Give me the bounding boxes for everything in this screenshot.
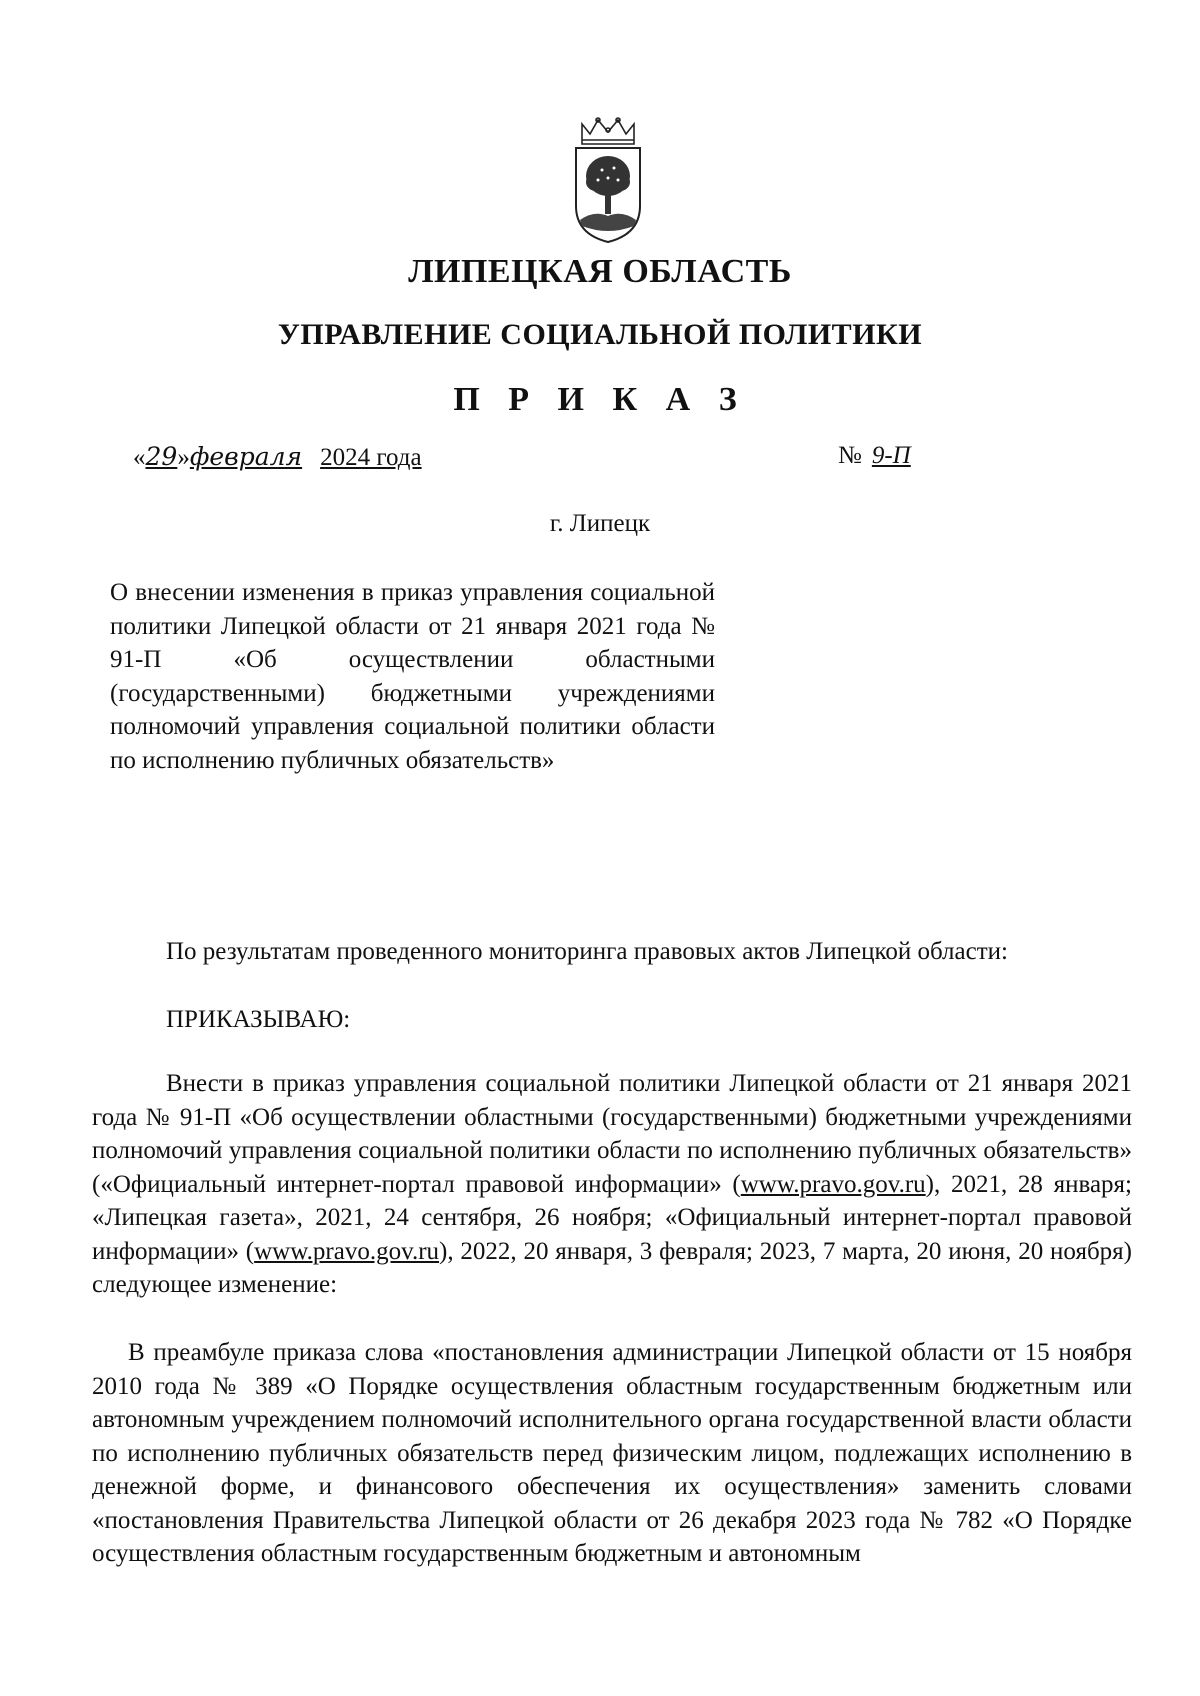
document-type-title: П Р И К А З	[453, 381, 747, 418]
document-number: 9-П	[871, 442, 911, 469]
paragraph-amendment-part1: Внести в приказ управления социальной политики Липецкой области от 21 января 2021 года № 91-П «Об осуществлении областными (государственными) бюджетными учреждениями полномочий управления социальной политики области по исполнению публичных обязательств» («Официальный интернет-портал правовой информации» (	[92, 1070, 1132, 1198]
coat-of-arms-emblem	[568, 116, 648, 246]
order-subject: О внесении изменения в приказ управления социальной политики Липецкой области от 21 января 2021 года № 91-П «Об осуществлении областными (государственными) бюджетными учреждениями полномочий управления социальной политики области по исполнению публичных обязательств»	[110, 579, 715, 774]
paragraph-amendment	[92, 1067, 1132, 1302]
order-word: ПРИКАЗЫВАЮ:	[166, 1006, 351, 1033]
date-day: 29	[145, 442, 178, 471]
document-number-line	[838, 442, 962, 470]
pravo-link-2[interactable]: www.pravo.gov.ru	[254, 1237, 440, 1265]
paragraph-preamble: В преамбуле приказа слова «постановления администрации Липецкой области от 15 ноября 2010 года № 389 «О Порядке осуществления областным государственным бюджетным или автономным учреждением полномочий исполнительного органа государственной власти области по исполнению публичных обязательств перед физическим лицом, подлежащих исполнению в денежной форме, и финансового обеспечения их осуществления» заменить словами «постановления Правительства Липецкой области от 26 декабря 2023 года № 782 «О Порядке осуществления областным государственным бюджетным и автономным	[92, 1339, 1132, 1567]
date-line	[133, 442, 422, 472]
region-title: ЛИПЕЦКАЯ ОБЛАСТЬ	[408, 253, 792, 290]
paragraph-amendment-part3: ), 2022, 20 января, 3 февраля; 2023, 7 марта, 20 июня, 20 ноября) следующее изменение:	[92, 1237, 1132, 1298]
pravo-link-1[interactable]: www.pravo.gov.ru	[740, 1170, 926, 1198]
intro-paragraph: По результатам проведенного мониторинга правовых актов Липецкой области:	[166, 938, 1008, 965]
date-close-quote: »	[177, 444, 190, 471]
department-title: УПРАВЛЕНИЕ СОЦИАЛЬНОЙ ПОЛИТИКИ	[277, 318, 923, 351]
number-label: №	[838, 442, 862, 469]
city-name: г. Липецк	[549, 510, 651, 537]
date-open-quote: «	[133, 444, 146, 471]
date-month: февраля	[189, 442, 303, 471]
paragraph-amendment-part2: ), 2021, 28 января; «Липецкая газета», 2021, 24 сентября, 26 ноября; «Официальный интернет-портал правовой информации» (	[92, 1170, 1132, 1265]
date-year: 2024 года	[320, 444, 422, 471]
